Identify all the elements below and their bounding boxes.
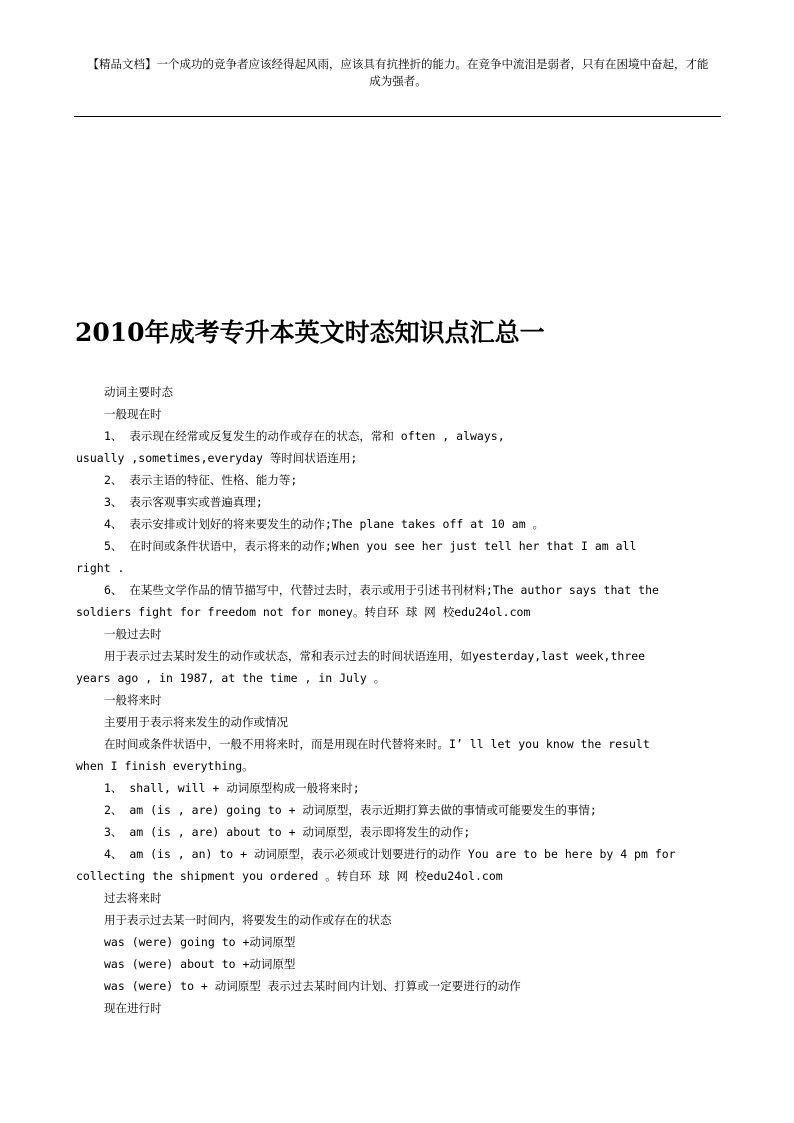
- section-heading: 一般现在时: [104, 407, 162, 421]
- body-line: usually ,sometimes,everyday 等时间状语连用;: [76, 451, 358, 465]
- body-line: 1、 shall, will + 动词原型构成一般将来时;: [104, 781, 360, 795]
- body-line: 3、 am (is , are) about to + 动词原型，表示即将发生的动作;: [104, 825, 471, 839]
- body-line: was (were) to + 动词原型 表示过去某时间内计划、打算或一定要进行的动作: [104, 979, 521, 993]
- body-line: was (were) about to +动词原型: [104, 957, 296, 971]
- body-line: 用于表示过去某时发生的动作或状态，常和表示过去的时间状语连用，如yesterday,last week,three: [104, 649, 646, 663]
- section-heading: 动词主要时态: [104, 385, 173, 399]
- section-heading: 一般过去时: [104, 627, 162, 641]
- body-line: collecting the shipment you ordered 。转自环 球 网 校edu24ol.com: [76, 869, 503, 883]
- body-line: years ago , in 1987, at the time , in July 。: [76, 671, 386, 685]
- header-text-line-1: 【精品文档】一个成功的竞争者应该经得起风雨，应该具有抗挫折的能力。在竞争中流泪是弱者，只有在困境中奋起，才能: [87, 57, 709, 71]
- body-line: was (were) going to +动词原型: [104, 935, 296, 949]
- body-line: 5、 在时间或条件状语中，表示将来的动作;When you see her just tell her that I am all: [104, 539, 637, 553]
- document-title: 2010年成考专升本英文时态知识点汇总一: [75, 318, 545, 347]
- section-heading: 过去将来时: [104, 891, 162, 905]
- body-line: 1、 表示现在经常或反复发生的动作或存在的状态，常和 often , always,: [104, 429, 505, 443]
- body-line: 用于表示过去某一时间内，将要发生的动作或存在的状态: [104, 913, 392, 927]
- body-line: 主要用于表示将来发生的动作或情况: [104, 715, 288, 729]
- document-body: [76, 381, 740, 1019]
- header-text-line-2: 成为强者。: [369, 74, 427, 88]
- body-line: 在时间或条件状语中，一般不用将来时，而是用现在时代替将来时。I’ ll let you know the result: [104, 737, 650, 751]
- section-heading: 一般将来时: [104, 693, 162, 707]
- body-line: right .: [76, 561, 125, 575]
- body-line: 4、 表示安排或计划好的将来要发生的动作;The plane takes off at 10 am 。: [104, 517, 545, 531]
- header-divider: [74, 116, 721, 117]
- body-line: 2、 am (is , are) going to + 动词原型，表示近期打算去做的事情或可能要发生的事情;: [104, 803, 597, 817]
- body-line: 4、 am (is , an) to + 动词原型，表示必须或计划要进行的动作 You are to be here by 4 pm for: [104, 847, 676, 861]
- body-line: 2、 表示主语的特征、性格、能力等;: [104, 473, 298, 487]
- body-line: 6、 在某些文学作品的情节描写中，代替过去时，表示或用于引述书刊材料;The author says that the: [104, 583, 659, 597]
- section-heading: 现在进行时: [104, 1001, 162, 1015]
- body-line: 3、 表示客观事实或普遍真理;: [104, 495, 263, 509]
- body-line: soldiers fight for freedom not for money。转自环 球 网 校edu24ol.com: [76, 605, 531, 619]
- page-header: [74, 56, 722, 90]
- body-line: when I finish everything。: [76, 759, 254, 773]
